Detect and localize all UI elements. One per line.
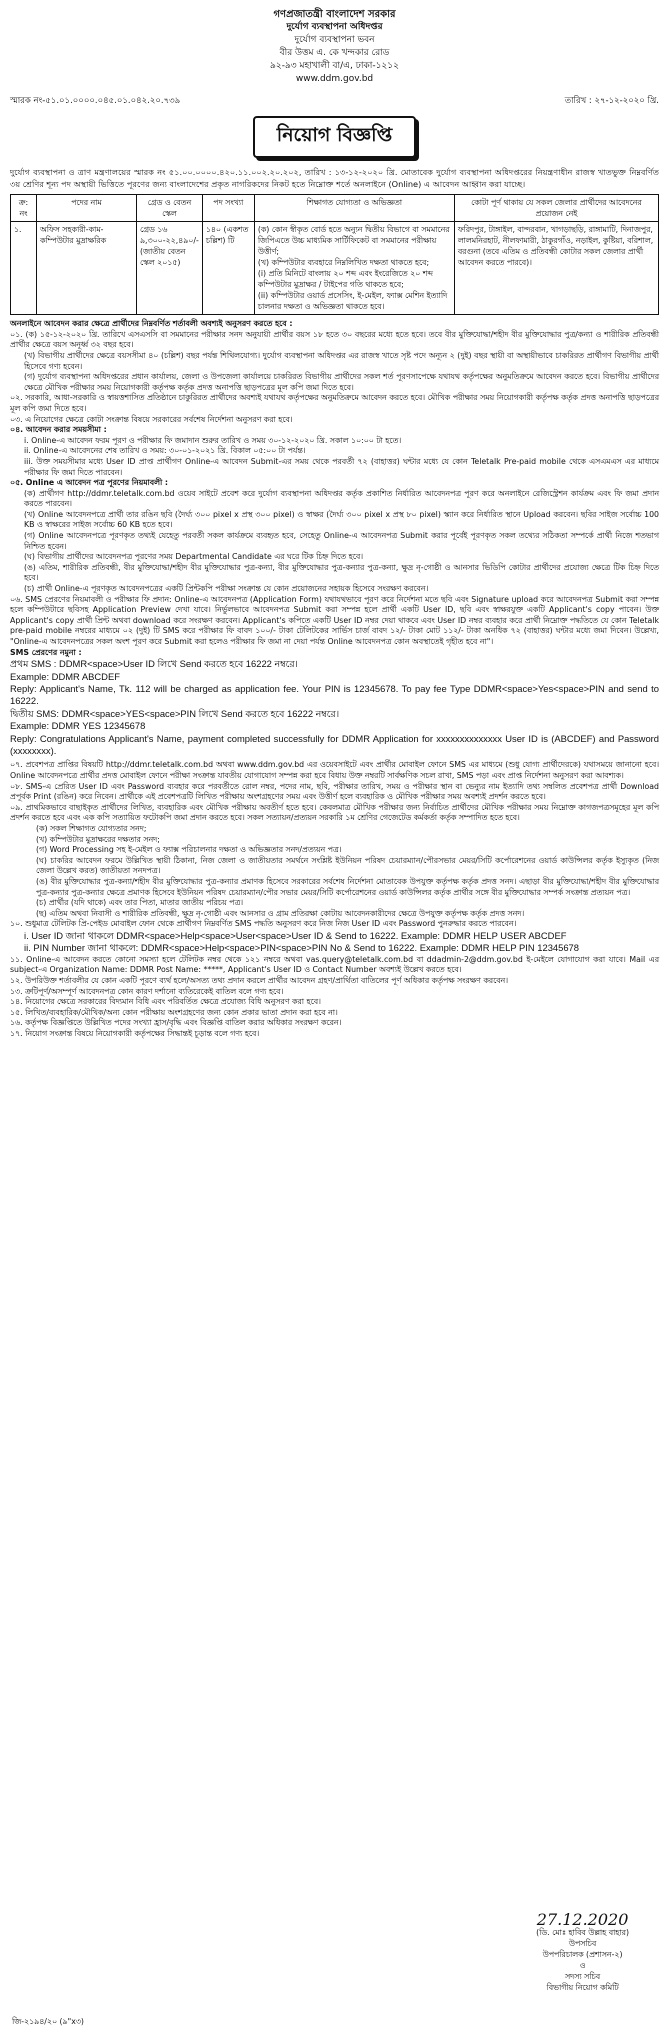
vacancy-table [10, 194, 659, 315]
condition-item: (ঘ) বিভাগীয় প্রার্থীদের আবেদনপত্র পূরণের সময় Departmental Candidate এর ঘরে টিক চিহ্ন দিতে হবে। [24, 552, 363, 562]
condition-item: প্রথম SMS : DDMR<space>User ID লিখে Send করতে হবে 16222 নম্বরে। [10, 658, 298, 670]
table-row [11, 222, 659, 315]
condition-item: ১৬. কর্তৃপক্ষ বিজ্ঞপ্তিতে উল্লিখিত পদের সংখ্যা হ্রাস/বৃদ্ধি এবং বিজ্ঞপ্তি বাতিল করার অধিকার সংরক্ষণ করেন। [10, 1018, 342, 1028]
condition-item: ০৭. প্রবেশপত্র প্রাপ্তির বিষয়টি http://ddmr.teletalk.com.bd অথবা www.ddm.gov.bd এর ওয়েবসাইটে এবং প্রার্থীর মোবাইল ফোনে SMS এর মাধ্যমে (শুধু যোগ্য প্রার্থীদেরকে) যথাসময়ে জানানো হবে। Online আবেদনপত্রে প্রার্থীর প্রদত্ত মোবাইল ফোনে পরীক্ষা সংক্রান্ত যাবতীয় যোগাযোগ সম্পন্ন করা হবে বিধায় উক্ত নম্বরটি সার্বক্ষণিক সচল রাখা, SMS পড়া এবং প্রাপ্ত নির্দেশনা অনুসরণ করা আবশ্যক। [10, 760, 659, 781]
gov-name: গণপ্রজাতন্ত্রী বাংলাদেশ সরকার [273, 9, 396, 20]
qual-item: (ক) কোন স্বীকৃত বোর্ড হতে অন্যুন দ্বিতীয় বিভাগে বা সমমানের জিপিএতে উচ্চ মাধ্যমিক সার্টিফিকেট বা সমমানের পরীক্ষায় উত্তীর্ণ; [257, 225, 450, 257]
signatory-title: উপপরিচালক (প্রশাসন-২) [542, 1950, 623, 1959]
qual-item: (i) প্রতি মিনিটে বাংলায় ২০ শব্দ এবং ইংরেজিতে ২০ শব্দ কম্পিউটার মুদ্রাক্ষর / টাইপের গতি থাকতে হবে; [257, 269, 433, 290]
condition-item: (গ) Online আবেদনপত্রে পূরণকৃত তথ্যই যেহেতু পরবর্তী সকল কার্যক্রমে ব্যবহৃত হবে, সেহেতু Online-এ আবেদনপত্র Submit করার পূর্বেই পূরণকৃত সকল তথ্যের সঠিকতা সম্পর্কে প্রার্থী নিজে শতভাগ নিশ্চিত হবেন। [24, 531, 659, 551]
signatory-name: (ডি. মোঃ হাবিব উল্লাহ বাহার) [536, 1928, 629, 1937]
col-post: পদের নাম [37, 195, 137, 222]
col-qualification: শিক্ষাগত যোগ্যতা ও অভিজ্ঞতা [254, 195, 454, 222]
page-title: নিয়োগ বিজ্ঞপ্তি [253, 116, 416, 158]
condition-item: ii. PIN Number জানা থাকলে: DDMR<space>Help<space>PIN<space>PIN No & Send to 16222. Example: DDMR HELP PIN 12345678 [24, 942, 579, 954]
condition-item: ১১. Online-এ আবেদন করতে কোনো সমস্যা হলে টেলিটক নম্বর থেকে ১২১ নম্বরে অথবা vas.query@teletalk.com.bd বা ddadmin-2@ddm.gov.bd ই-মেইলে যোগাযোগ করা যাবে। Mail এর subject-এ Organization Name: DDMR Post Name: *****, Applicant's User ID ও Contact Number অবশ্যই উল্লেখ করতে হবে। [10, 954, 659, 975]
cell-count: ১৪০ (একশত চল্লিশ) টি [202, 222, 254, 315]
condition-item: (চ) প্রার্থী Online-এ পূরণকৃত আবেদনপত্রের একটি প্রিন্টকপি পরীক্ষা সংক্রান্ত যে কোন প্রয়োজনের সহায়ক হিসেবে সংরক্ষণ করবেন। [24, 584, 429, 594]
website: www.ddm.gov.bd [295, 74, 374, 84]
signature-scribble: 27.12.2020 [536, 1910, 629, 1929]
condition-item: (ক) সকল শিক্ষাগত যোগ্যতার সনদ; [36, 824, 147, 833]
condition-item: ০৬. SMS প্রেরণের নিয়মাবলী ও পরীক্ষার ফি প্রদান: Online-এ আবেদনপত্র (Application Form) যথাযথভাবে পূরণ করে নির্দেশনা মতে ছবি এবং Signature upload করে আবেদনপত্র Submit করা সম্পন্ন হলে কম্পিউটারে ছবিসহ Application Preview দেখা যাবে। নির্ভুলভাবে আবেদনপত্র Submit করা সম্পন্ন হলে প্রার্থী একটি User ID, ছবি এবং স্বাক্ষরযুক্ত একটি Applicant's copy পাবেন। উক্ত Applicant's copy প্রার্থী প্রিন্ট অথবা download করে সংরক্ষণ করবেন। Applicant's কপিতে একটি User ID নম্বর দেয়া থাকবে এবং User ID নম্বর ব্যবহার করে প্রার্থী নিম্নোক্ত পদ্ধতিতে যে কোন Teletalk pre-paid mobile নম্বরের মাধ্যমে ০২ (দুই) টি SMS করে পরীক্ষার ফি বাবদ ১০০/- টাকা টেলিটকের সার্ভিস চার্জ বাবদ ১২/- টাকা মোট ১১২/- টাকা অনধিক ৭২ (বাহাত্তর) ঘন্টার মধ্যে জমা দিবেন। উল্লেখ্য, "Online-এ আবেদনপত্রের সকল অংশ পূরণ করে Submit করা হলেও পরীক্ষার ফি জমা না দেয়া পর্যন্ত Online আবেদনপত্র কোন অবস্থাতেই গৃহীত হবে না"। [10, 594, 659, 646]
condition-item: i. Online-এ আবেদন ফরম পূরণ ও পরীক্ষার ফি জমাদান শুরুর তারিখ ও সময় ৩০-১২-২০২০ খ্রি. সকাল ১০:০০ টা হতে। [24, 435, 402, 445]
condition-item: ১৭. নিয়োগ সংক্রান্ত বিষয়ে নিয়োগকারী কর্তৃপক্ষের সিদ্ধান্তই চূড়ান্ত বলে গণ্য হবে। [10, 1028, 260, 1038]
col-grade: গ্রেড ও বেতন স্কেল [137, 195, 203, 222]
memo-line [10, 94, 659, 108]
qual-item: (ii) কম্পিউটার ওয়ার্ড প্রসেসিং, ই-মেইল, ফ্যাক্স মেশিন ইত্যাদি চালনার দক্ষতা ও অভিজ্ঞতা থাকতে হবে। [257, 291, 448, 312]
letterhead [10, 8, 659, 86]
condition-item: ০২. সরকারি, আধা-সরকারি ও স্বায়ত্তশাসিত প্রতিষ্ঠানে চাকুরিরত প্রার্থীদের অবশ্যই যথাযথ কর্তৃপক্ষের অনুমতিক্রমে আবেদন করতে হবে। মৌখিক পরীক্ষার সময় নিয়োগকারী কর্তৃপক্ষ কর্তৃক প্রদত্ত অনাপত্তি ছাড়পত্রের মূল কপি জমা দিতে হবে। [10, 393, 659, 413]
condition-item: (ঙ) এতিম, শারীরিক প্রতিবন্ধী, বীর মুক্তিযোদ্ধা/শহীদ বীর মুক্তিযোদ্ধার পুত্র-কন্যা, বীর মুক্তিযোদ্ধার পুত্র-কন্যার পুত্র-কন্যা, ক্ষুদ্র নৃ-গোষ্ঠী ও আনসার ভিডিপি কোটার প্রার্থীদের প্রযোজ্য ক্ষেত্রে টিক চিহ্ন দিতে হবে। [24, 562, 659, 583]
condition-item: ১৩. ক্রটিপূর্ণ/অসম্পূর্ণ আবেদনপত্র কোন কারণ দর্শানো ব্যতিরেকেই বাতিল বলে গণ্য হবে। [10, 986, 284, 996]
condition-item: (গ) Word Processing সহ ই-মেইল ও ফ্যাক্স পরিচালনার দক্ষতা ও অভিজ্ঞতার সনদ/প্রত্যয়ন পত্র। [36, 845, 342, 855]
memo-date: তারিখ : ২৭-১২-২০২০ খ্রি. [564, 96, 659, 106]
condition-item: ০১. (ক) ১৫-১২-২০২০ খ্রি. তারিখে এসএসসি বা সমমানের পরীক্ষার সনদ অনুযায়ী প্রার্থীর বয়স ১৮ হতে ৩০ বছরের মধ্যে হতে হবে। তবে বীর মুক্তিযোদ্ধা/শহীদ বীর মুক্তিযোদ্ধার পুত্র/কন্যা ও শারীরিক প্রতিবন্ধী প্রার্থীর ক্ষেত্রে বয়স অনূর্ধ্ব ৩২ বছর হবে। [10, 329, 659, 350]
condition-item: iii. উক্ত সময়সীমার মধ্যে User ID প্রাপ্ত প্রার্থীগণ Online-এ আবেদন Submit-এর সময় থেকে পরবর্তী ৭২ (বাহাত্তর) ঘন্টার মধ্যে যে কোন Teletalk Pre-paid mobile থেকে এসএমএস এর মাধ্যমে পরীক্ষার ফি জমা দিতে পারবেন। [24, 456, 659, 477]
signatory-title: বিভাগীয় নিয়োগ কমিটি [546, 1983, 619, 1992]
cell-serial: ১. [11, 222, 37, 315]
conditions-list [10, 319, 659, 1039]
signatory-title: উপসচিব [568, 1939, 597, 1948]
condition-item: i. User ID জানা থাকলে DDMR<space>Help<space>User<space>User ID & Send to 16222. Example: DDMR HELP USER ABCDEF [24, 929, 567, 941]
condition-item: Reply: Congratulations Applicant's Name, payment completed successfully for DDMR Application for xxxxxxxxxxxxxx User ID is (ABCDEF) and Password (xxxxxxxx). [10, 732, 659, 757]
condition-item: (খ) Online আবেদনপত্রে প্রার্থী তার রঙিন ছবি (দৈর্ঘ্য ৩০০ pixel x প্রস্থ ৩০০ pixel) ও স্বাক্ষর (দৈর্ঘ্য ৩০০ pixel x প্রস্থ ৮০ pixel) স্ক্যান করে নির্ধারিত স্থানে Upload করবেন। ছবির সাইজ সর্বোচ্চ 100 KB ও স্বাক্ষরের সাইজ সর্বোচ্চ 60 KB হতে হবে। [24, 509, 659, 530]
condition-item: ১২. উপরিউক্ত শর্তাবলীর যে কোন একটি পূরণে ব্যর্থ হলে/অসত্য তথ্য প্রদান করলে প্রার্থীর আবেদন গ্রহণ/প্রার্থিতা বাতিলের পূর্ণ অধিকার কর্তৃপক্ষ সংরক্ষণ করবেন। [10, 975, 508, 985]
col-serial: ক্র: নং [11, 195, 37, 222]
building-name: দুর্যোগ ব্যবস্থাপনা ভবন [294, 35, 375, 45]
cell-post: অফিস সহকারী-কাম-কম্পিউটার মুদ্রাক্ষরিক [37, 222, 137, 315]
cell-quota: ফরিদপুর, টাঙ্গাইল, বান্দরবান, খাগড়াছড়ি, রাঙ্গামাটি, দিনাজপুর, লালমনিরহাট, নীলফামারী, ঠাকুরগাঁও, নড়াইল, কুষ্টিয়া, বরিশাল, বরগুনা (তবে এতিম ও প্রতিবন্ধী কোটার সকল জেলার প্রার্থী আবেদন করতে পারবে)। [454, 222, 658, 315]
col-quota: কোটা পূর্ণ থাকায় যে সকল জেলার প্রার্থীদের আবেদনের প্রয়োজন নেই [454, 195, 658, 222]
table-header-row [11, 195, 659, 222]
condition-item: ১০. শুধুমাত্র টেলিটক প্রি-পেইড মোবাইল ফোন থেকে প্রার্থীগণ নিম্নবর্ণিত SMS পদ্ধতি অনুসরণ করে নিজ নিজ User ID এবং Password পুনরুদ্ধার করতে পারবেন। [10, 919, 517, 929]
condition-item: (খ) বিভাগীয় প্রার্থীদের ক্ষেত্রে বয়সসীমা ৪০ (চল্লিশ) বছর পর্যন্ত শিথিলযোগ্য। দুর্যোগ ব্যবস্থাপনা অধিদপ্তর এর রাজস্ব খাতে সৃষ্ট পদে অন্যূন ২ (দুই) বছর স্থায়ী বা অস্থায়ীভাবে চাকরিরত প্রার্থীগণ বিভাগীয় প্রার্থী হিসেবে গণ্য হবেন। [24, 350, 659, 371]
condition-item: Example: DDMR ABCDEF [10, 670, 120, 682]
condition-item: ০৯. প্রাথমিকভাবে বাছাইকৃত প্রার্থীদের লিখিত, ব্যবহারিক এবং মৌখিক পরীক্ষায় অবতীর্ণ হতে হবে। কেবলমাত্র মৌখিক পরীক্ষার জন্য নির্বাচিত প্রার্থীদের মৌখিক পরীক্ষার সময় নিম্নোক্ত কাগজপত্রসমূহের মূল কপি প্রদর্শন করতে হবে এবং এক কপি সত্যায়িত ফটোকপি জমা প্রদান করতে হবে। সকল সত্যায়ন/প্রত্যয়ন সরকারি ১ম শ্রেণির গেজেটেড কর্মকর্তা কর্তৃক সম্পাদিত হতে হবে। [10, 802, 659, 823]
condition-item: ০৩. এ নিয়োগের ক্ষেত্রে কোটা সংক্রান্ত বিষয়ে সরকারের সর্বশেষ নির্দেশনা অনুসরণ করা হবে। [10, 414, 293, 424]
condition-item: ১৫. লিখিত/ব্যবহারিক/মৌখিক/অন্য কোন পরীক্ষায় অংশগ্রহণের জন্য কোন প্রকার ভাতা প্রদান করা হবে না। [10, 1007, 338, 1017]
condition-item: ii. Online-এ আবেদনের শেষ তারিখ ও সময়: ৩০-০১-২০২১ খ্রি. বিকাল ০৫:০০ টা পর্যন্ত। [24, 446, 306, 456]
signatory-and: ও [579, 1961, 586, 1970]
condition-item: অনলাইনে আবেদন করার ক্ষেত্রে প্রার্থীদের নিম্নবর্ণিত শর্তাবলী অবশ্যই অনুসরণ করতে হবে : [10, 319, 293, 329]
memo-number: স্মারক নং-৫১.০১.০০০০.০৪৫.০১.০৪২.২০.৭৩৯ [10, 96, 181, 106]
qual-item: (খ) কম্পিউটার ব্যবহারে নিম্নলিখিত দক্ষতা থাকতে হবে; [257, 258, 430, 268]
condition-item: SMS প্রেরণের নমুনা : [10, 647, 82, 657]
signature-block [536, 1910, 629, 1993]
condition-item: দ্বিতীয় SMS: DDMR<space>YES<space>PIN লিখে Send করতে হবে 16222 নম্বরে। [10, 707, 340, 719]
condition-item: (খ) কম্পিউটার মুদ্রাক্ষরের দক্ষতার সনদ; [36, 834, 160, 844]
condition-item: (ক) প্রার্থীগণ http://ddmr.teletalk.com.bd ওয়েব সাইটে প্রবেশ করে দুর্যোগ ব্যবস্থাপনা অধিদপ্তর কর্তৃক প্রকাশিত নির্ধারিত আবেদনপত্র পূরণ করে অনলাইনে রেজিস্ট্রেশন কার্যক্রম এবং ফি জমা প্রদান করতে পারবেন। [24, 488, 660, 509]
condition-item: (ঘ) চাকরির আবেদন ফরমে উল্লিখিত স্থায়ী ঠিকানা, নিজ জেলা ও জাতীয়তার সমর্থনে সংশ্লিষ্ট ইউনিয়ন পরিষদ চেয়ারম্যান/পৌরসভার মেয়র/সিটি কর্পোরেশনের ওয়ার্ড কাউন্সিলর কর্তৃক ইস্যুকৃত (নিজ জেলা উল্লেখ করত) জাতীয়তা সনদপত্র। [36, 855, 659, 876]
condition-item: ১৪. নিয়োগের ক্ষেত্রে সরকারের বিদ্যমান বিধি এবং পরিবর্তিত ক্ষেত্রে প্রযোজ্য বিধি অনুসরণ করা হবে। [10, 997, 321, 1007]
condition-item: (ঙ) বীর মুক্তিযোদ্ধার পুত্র-কন্যা/শহীদ বীর মুক্তিযোদ্ধার পুত্র-কন্যার প্রমাণক হিসেবে সরকারের সর্বশেষ নির্দেশনা মোতাবেক উপযুক্ত কর্তৃপক্ষ কর্তৃক প্রদত্ত সনদ। এছাড়া বীর মুক্তিযোদ্ধা/শহীদ বীর মুক্তিযোদ্ধার পুত্র-কন্যার পুত্র-কন্যার ক্ষেত্রে প্রমাণক হিসেবে ইউনিয়ন পরিষদ চেয়ারম্যান/পৌর সভার মেয়র/সিটি কর্পোরেশনের ওয়ার্ড কাউন্সিলর কর্তৃক প্রার্থীর সঙ্গে বীর মুক্তিযোদ্ধার সম্পর্ক সংক্রান্ত প্রত্যয়ন পত্র। [36, 876, 659, 897]
condition-item: (গ) দুর্যোগ ব্যবস্থাপনা অধিদপ্তরের প্রধান কার্যালয়, জেলা ও উপজেলা কার্যালয়ে চাকরিরত বিভাগীয় প্রার্থীদের সকল শর্ত পূরণসাপেক্ষে যথাযথ কর্তৃপক্ষের অনুমতিক্রমে আবেদন করতে হবে। বিভাগীয় প্রার্থীদের ক্ষেত্রে মৌখিক পরীক্ষার সময় নিয়োগকারী কর্তৃপক্ষ কর্তৃক প্রদত্ত অনাপত্তি ছাড়পত্রের মূল কপি জমা দিতে হবে। [24, 372, 659, 392]
col-count: পদ সংখ্যা [202, 195, 254, 222]
condition-item: Reply: Applicant's Name, Tk. 112 will be charged as application fee. Your PIN is 12345678. To pay fee Type DDMR<space>Yes<space>PIN and send to 16222. [10, 683, 659, 707]
cell-qualification [254, 222, 454, 315]
department-name: দুর্যোগ ব্যবস্থাপনা অধিদপ্তর [286, 22, 383, 32]
cell-grade: গ্রেড ১৬ ৯,৩০০-২২,৪৯০/- (জাতীয় বেতন স্কেল ২০১৫) [137, 222, 203, 315]
address: ৯২-৯৩ মহাখালী বা/এ, ঢাকা-১২১২ [270, 61, 399, 71]
condition-item: ০৪. আবেদন করার সময়সীমা : [10, 425, 107, 435]
condition-item: (চ) প্রার্থীর (যদি থাকে) এবং তার পিতা, মাতার জাতীয় পরিচয় পত্র। [36, 898, 243, 908]
condition-item: ০৫. Online এ আবেদন পত্র পূরণের নিয়মাবলী : [10, 478, 169, 488]
signatory-title: সদস্য সচিব [565, 1972, 601, 1981]
condition-item: Example: DDMR YES 12345678 [10, 720, 146, 732]
print-code: জি-২১৯৪/২০ (৯"x৩) [12, 2017, 84, 2026]
intro-paragraph: দুর্যোগ ব্যবস্থাপনা ও ত্রাণ মন্ত্রণালয়ের স্মারক নং ৫১.০০.০০০০.৪২০.১১.০০২.২০.২০২, তারিখ : ১৩-১২-২০২০ খ্রি. মোতাবেক দুর্যোগ ব্যবস্থাপনা অধিদপ্তরের নিয়ন্ত্রণাধীন রাজস্ব খাতভুক্ত নিম্নবর্ণিত ৩য় শ্রেণির শূন্য পদ অস্থায়ী ভিত্তিতে পূরণের জন্য বাংলাদেশের প্রকৃত নাগরিকদের নিকট হতে নিম্নোক্ত শর্তে অনলাইনে (Online) এ আবেদন আহ্বান করা যাচ্ছে। [10, 167, 659, 190]
condition-item: ০৮. SMS-এ প্রেরিত User ID এবং Password ব্যবহার করে পরবর্তীতে রোল নম্বর, পদের নাম, ছবি, পরীক্ষার তারিখ, সময় ও পরীক্ষার স্থান বা ভেন্যুর নাম ইত্যাদি তথ্য সম্বলিত প্রবেশপত্র প্রার্থী Download প্রপূর্বক Print (রঙিন) করে নিবেন। প্রার্থীকে এই প্রবেশপত্রটি লিখিত পরীক্ষায় অংশগ্রহণের সময় এবং উত্তীর্ণ হলে ব্যবহারিক ও মৌখিক পরীক্ষার সময় অবশ্যই প্রদর্শন করতে হবে। [10, 781, 659, 802]
condition-item: (ছ) এতিম অথবা নিবাসী ও শারীরিক প্রতিবন্ধী, ক্ষুদ্র নৃ-গোষ্ঠী এবং আনসার ও গ্রাম প্রতিরক্ষা কোটায় আবেদনকারীদের ক্ষেত্রে উপযুক্ত কর্তৃপক্ষ কর্তৃক প্রদত্ত সনদ। [36, 908, 525, 918]
road-name: বীর উত্তম এ. কে খন্দকার রোড [279, 48, 390, 58]
